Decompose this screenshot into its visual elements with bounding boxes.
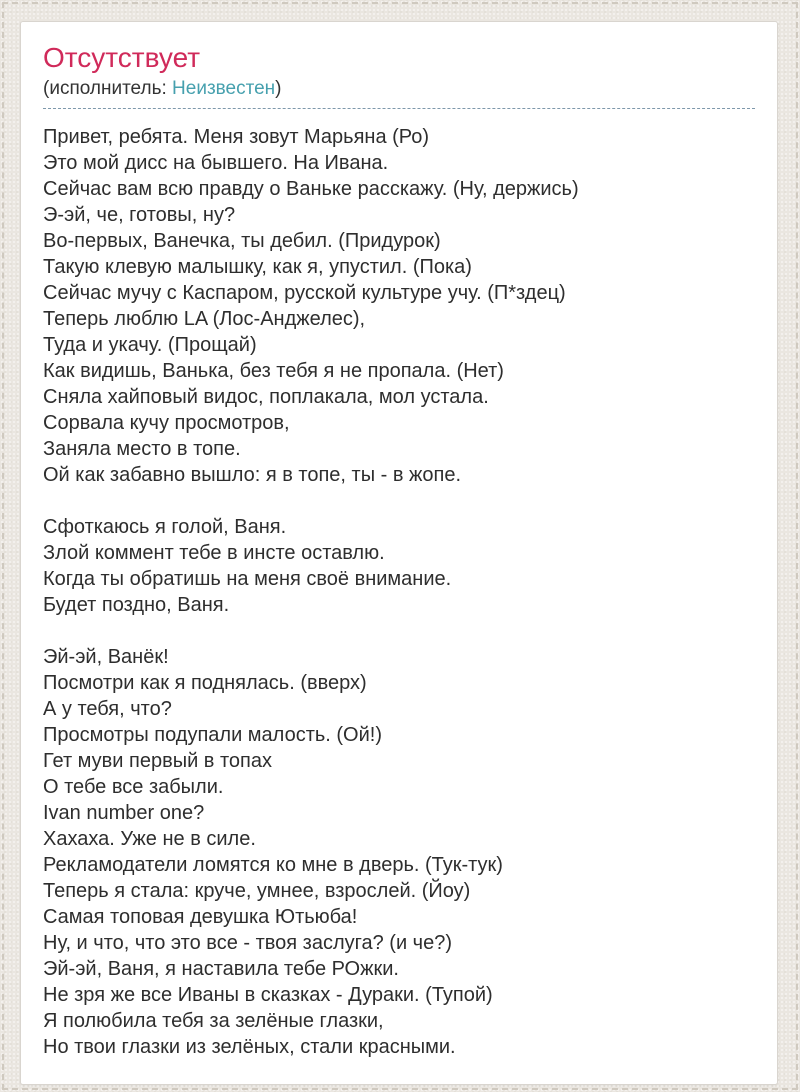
lyric-line: О тебе все забыли. <box>43 776 224 798</box>
lyric-line: Ivan number one? <box>43 802 205 824</box>
lyric-line: Сорвала кучу просмотров, <box>43 412 290 434</box>
lyric-line: Эй-эй, Ваня, я наставила тебе РОжки. <box>43 958 399 980</box>
lyric-line: Туда и укачу. (Прощай) <box>43 334 257 356</box>
lyric-line: А у тебя, что? <box>43 698 172 720</box>
lyric-line: Сняла хайповый видос, поплакала, мол устала. <box>43 386 489 408</box>
stanza <box>43 124 755 488</box>
lyric-line: Хахаха. Уже не в силе. <box>43 828 256 850</box>
lyric-line: Ну, и что, что это все - твоя заслуга? (и че?) <box>43 932 452 954</box>
artist-link[interactable]: Неизвестен <box>172 78 276 99</box>
lyric-line: Просмотры подупали малость. (Ой!) <box>43 724 382 746</box>
lyric-line: Рекламодатели ломятся ко мне в дверь. (Тук-тук) <box>43 854 503 876</box>
lyric-line: Я полюбила тебя за зелёные глазки, <box>43 1010 384 1032</box>
lyric-line: Как видишь, Ванька, без тебя я не пропала. (Нет) <box>43 360 504 382</box>
lyric-line: Теперь люблю LA (Лос-Анджелес), <box>43 308 366 330</box>
lyric-line: Сейчас вам всю правду о Ваньке расскажу. (Ну, держись) <box>43 178 579 200</box>
lyric-line: Но твои глазки из зелёных, стали красными. <box>43 1036 456 1058</box>
lyrics-header <box>43 42 755 109</box>
lyric-line: Ой как забавно вышло: я в топе, ты - в жопе. <box>43 464 462 486</box>
artist-label-suffix: ) <box>275 78 282 99</box>
lyric-line: Гет муви первый в топах <box>43 750 272 772</box>
lyric-line: Будет поздно, Ваня. <box>43 594 230 616</box>
lyric-line: Эй-эй, Ванёк! <box>43 646 169 668</box>
stanza <box>43 514 755 618</box>
lyric-line: Когда ты обратишь на меня своё внимание. <box>43 568 452 590</box>
lyric-line: Не зря же все Иваны в сказках - Дураки. (Тупой) <box>43 984 493 1006</box>
lyric-line: Такую клевую малышку, как я, упустил. (Пока) <box>43 256 472 278</box>
lyric-line: Самая топовая девушка Ютьюба! <box>43 906 358 928</box>
lyrics-text <box>43 124 755 1060</box>
lyric-line: Заняла место в топе. <box>43 438 241 460</box>
lyric-line: Теперь я стала: круче, умнее, взрослей. (Йоу) <box>43 880 471 902</box>
page-title: Отсутствует <box>43 42 201 73</box>
lyric-line: Привет, ребята. Меня зовут Марьяна (Ро) <box>43 126 430 148</box>
lyric-line: Во-первых, Ванечка, ты дебил. (Придурок) <box>43 230 441 252</box>
lyric-line: Сейчас мучу с Каспаром, русской культуре учу. (П*здец) <box>43 282 566 304</box>
lyric-line: Злой коммент тебе в инсте оставлю. <box>43 542 385 564</box>
artist-label-prefix: (исполнитель: <box>43 78 173 99</box>
lyric-line: Сфоткаюсь я голой, Ваня. <box>43 516 287 538</box>
lyric-line: Э-эй, че, готовы, ну? <box>43 204 236 226</box>
lyric-line: Посмотри как я поднялась. (вверх) <box>43 672 367 694</box>
stanza <box>43 644 755 1060</box>
lyric-line: Это мой дисс на бывшего. На Ивана. <box>43 152 389 174</box>
lyrics-card <box>20 21 778 1085</box>
artist-line <box>43 77 755 100</box>
